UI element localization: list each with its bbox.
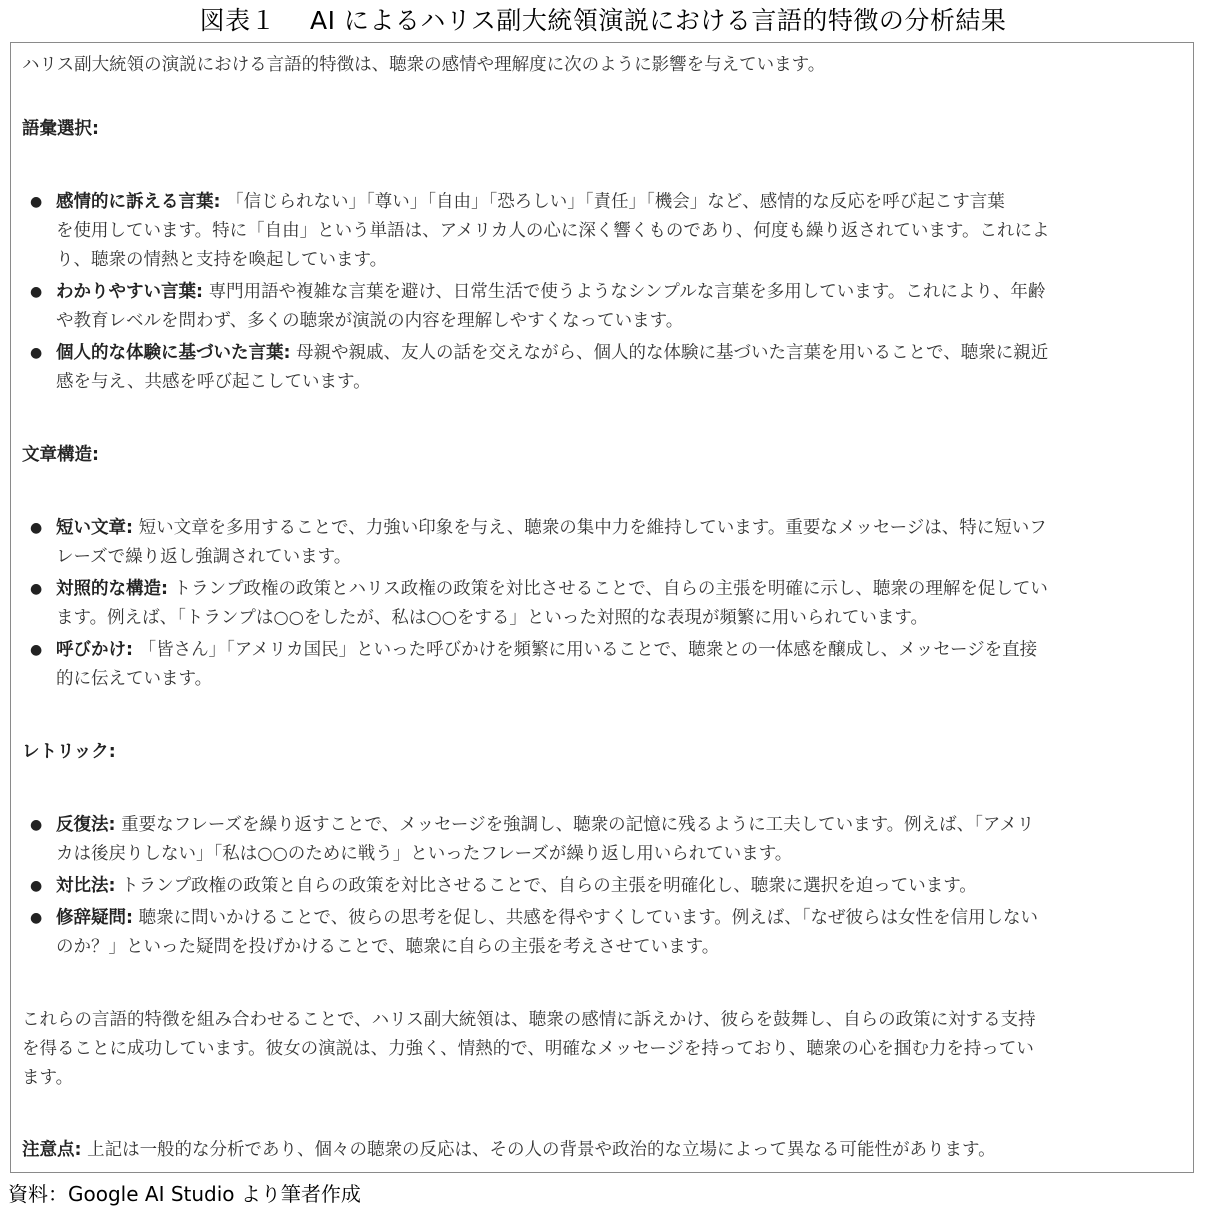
item-text: や教育レベルを問わず、多くの聴衆が演説の内容を理解しやすくなっています。 (56, 311, 684, 331)
section-list-rhetoric (22, 811, 1184, 962)
item-text: 的に伝えています。 (56, 669, 213, 689)
note-term: 注意点: (22, 1140, 82, 1160)
bullet-icon: ● (30, 642, 43, 658)
item-term: 個人的な体験に基づいた言葉: (56, 343, 291, 363)
list-item (22, 188, 1184, 275)
bullet-icon: ● (30, 284, 43, 300)
item-text: 短い文章を多用することで、力強い印象を与え、聴衆の集中力を維持しています。重要なメッセージは、特に短いフ (133, 518, 1047, 538)
item-term: 対比法: (56, 876, 116, 896)
analysis-content (22, 51, 1184, 1165)
bullet-icon: ● (30, 817, 43, 833)
item-text: 「皆さん」「アメリカ国民」といった呼びかけを頻繁に用いることで、聴衆との一体感を醸成し、メッセージを直接 (133, 640, 1038, 660)
bullet-icon: ● (30, 878, 43, 894)
section-heading-vocabulary: 語彙選択: (22, 119, 99, 139)
item-text: 専門用語や複雑な言葉を避け、日常生活で使うようなシンプルな言葉を多用しています。これにより、年齢 (203, 282, 1046, 302)
note-paragraph (22, 1136, 1184, 1165)
item-term: 短い文章: (56, 518, 133, 538)
item-text: 「信じられない」「尊い」「自由」「恐ろしい」「責任」「機会」など、感情的な反応を呼び起こす言葉 (220, 192, 1005, 212)
bullet-icon: ● (30, 581, 43, 597)
item-text: り、聴衆の情熱と支持を喚起しています。 (56, 250, 388, 270)
conclusion-line: ます。 (22, 1068, 74, 1088)
item-text: トランプ政権の政策と自らの政策を対比させることで、自らの主張を明確化し、聴衆に選択を迫っています。 (115, 876, 977, 896)
bullet-icon: ● (30, 345, 43, 361)
list-item (22, 811, 1184, 869)
conclusion-line: を得ることに成功しています。彼女の演説は、力強く、情熱的で、明確なメッセージを持っており、聴衆の心を掴む力を持ってい (22, 1039, 1034, 1059)
bullet-icon: ● (30, 910, 43, 926)
analysis-box (10, 42, 1194, 1173)
item-text: トランプ政権の政策とハリス政権の政策を対比させることで、自らの主張を明確に示し、聴衆の理解を促してい (168, 579, 1048, 599)
note-text: 上記は一般的な分析であり、個々の聴衆の反応は、その人の背景や政治的な立場によって異なる可能性があります。 (81, 1140, 996, 1160)
list-item (22, 339, 1184, 397)
list-item (22, 872, 1184, 901)
item-text: 聴衆に問いかけることで、彼らの思考を促し、共感を得やすくしています。例えば、「なぜ彼らは女性を信用しない (133, 908, 1039, 928)
section-heading-structure: 文章構造: (22, 445, 99, 465)
section-heading-rhetoric: レトリック: (22, 742, 116, 762)
conclusion-paragraph (22, 1006, 1184, 1093)
conclusion-line: これらの言語的特徴を組み合わせることで、ハリス副大統領は、聴衆の感情に訴えかけ、彼らを鼓舞し、自らの政策に対する支持 (22, 1010, 1036, 1030)
list-item (22, 278, 1184, 336)
item-term: 反復法: (56, 815, 116, 835)
bullet-icon: ● (30, 520, 43, 536)
list-item (22, 636, 1184, 694)
item-text: を使用しています。特に「自由」という単語は、アメリカ人の心に深く響くものであり、何度も繰り返されています。これによ (56, 221, 1050, 241)
item-text: 感を与え、共感を呼び起こしています。 (56, 372, 371, 392)
figure-title: 図表１ AI によるハリス副大統領演説における言語的特徴の分析結果 (199, 6, 1007, 35)
item-text: 母親や親戚、友人の話を交えながら、個人的な体験に基づいた言葉を用いることで、聴衆に親近 (290, 343, 1049, 363)
section-list-vocabulary (22, 188, 1184, 397)
intro-paragraph: ハリス副大統領の演説における言語的特徴は、聴衆の感情や理解度に次のように影響を与えています。 (22, 55, 826, 75)
item-term: 呼びかけ: (56, 640, 133, 660)
bullet-icon: ● (30, 194, 43, 210)
item-term: わかりやすい言葉: (56, 282, 203, 302)
item-text: 重要なフレーズを繰り返すことで、メッセージを強調し、聴衆の記憶に残るように工夫しています。例えば、「アメリ (115, 815, 1035, 835)
item-text: ます。例えば、「トランプは○○をしたが、私は○○をする」といった対照的な表現が頻繁に用いられています。 (56, 608, 929, 628)
list-item (22, 575, 1184, 633)
source-caption: 資料：Google AI Studio より筆者作成 (8, 1182, 361, 1206)
item-text: カは後戻りしない」「私は○○のために戦う」といったフレーズが繰り返し用いられています。 (56, 844, 793, 864)
section-list-structure (22, 514, 1184, 694)
item-term: 感情的に訴える言葉: (56, 192, 221, 212)
item-text: レーズで繰り返し強調されています。 (56, 547, 352, 567)
list-item (22, 514, 1184, 572)
item-text: のか？」といった疑問を投げかけることで、聴衆に自らの主張を考えさせています。 (56, 937, 720, 957)
item-term: 対照的な構造: (56, 579, 168, 599)
list-item (22, 904, 1184, 962)
item-term: 修辞疑問: (56, 908, 133, 928)
